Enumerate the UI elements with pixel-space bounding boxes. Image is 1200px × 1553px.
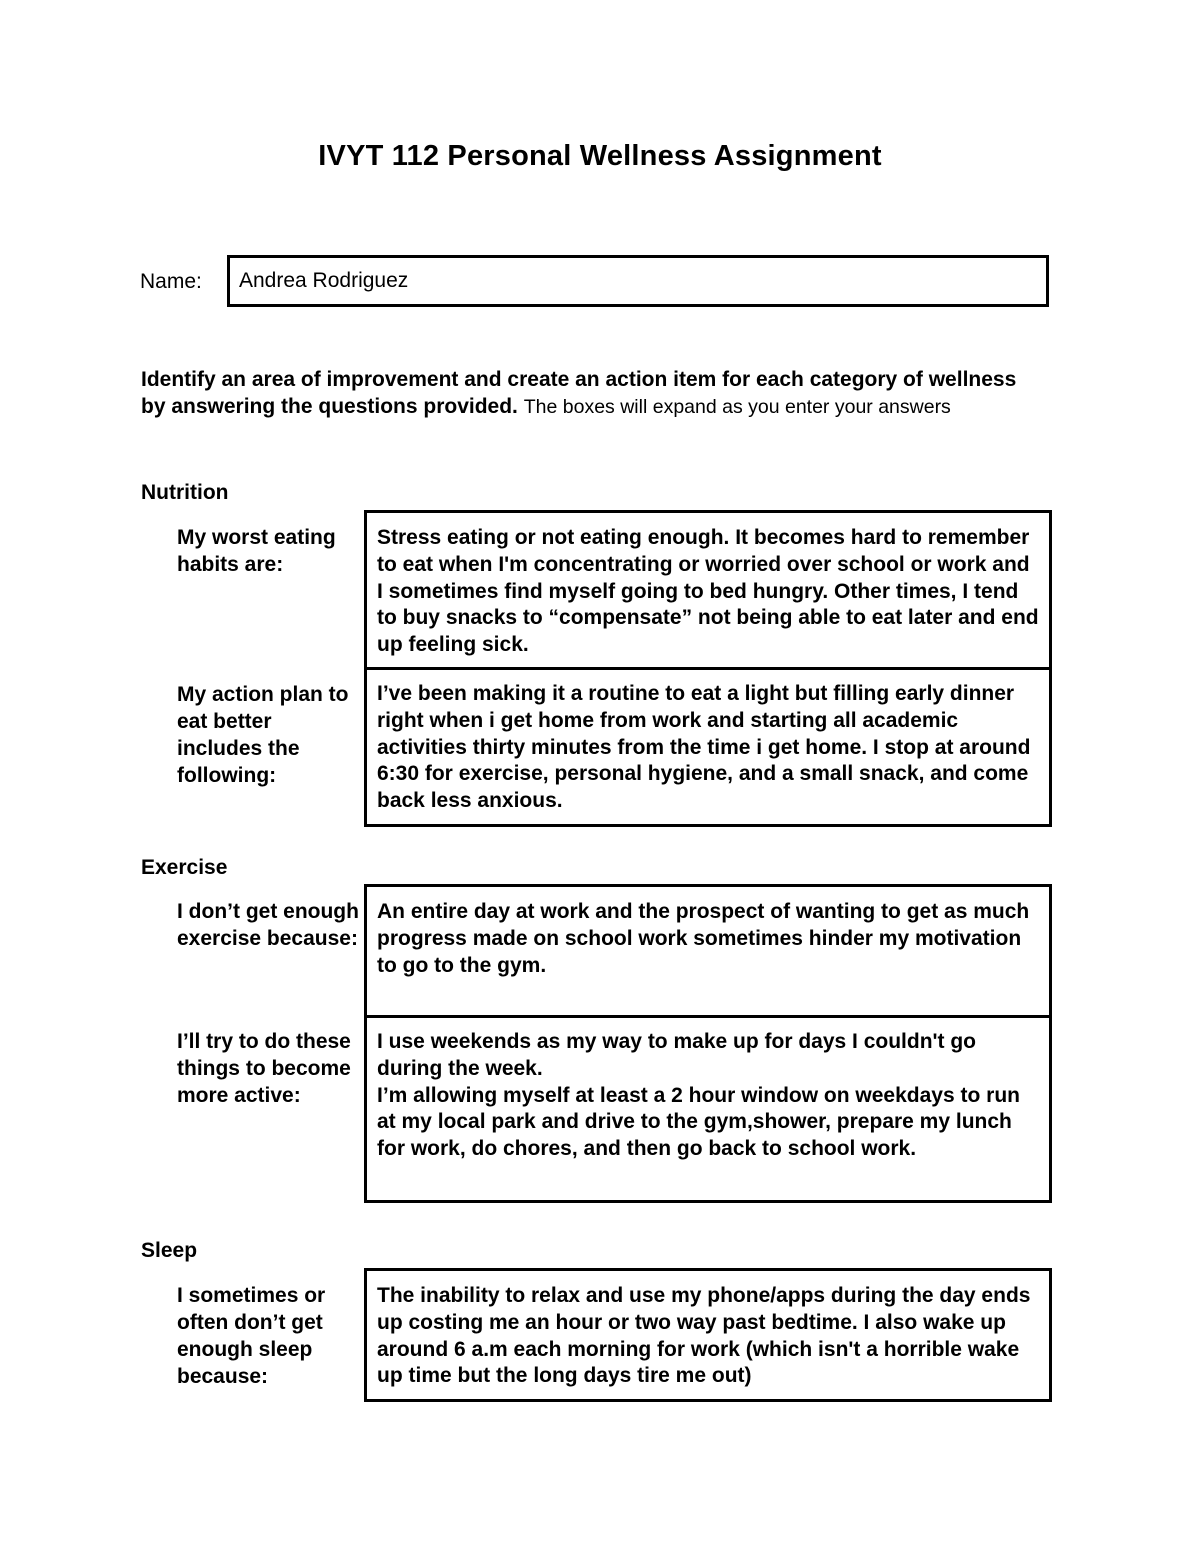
name-field[interactable] (227, 255, 1049, 307)
page-title: IVYT 112 Personal Wellness Assignment (318, 140, 882, 172)
exercise-plan-text-line1: I use weekends as my way to make up for days I couldn't go during the week. (377, 1030, 982, 1080)
exercise-reason-question: I don’t get enough exercise because: (177, 900, 359, 950)
sleep-heading: Sleep (141, 1239, 198, 1262)
sleep-reason-answer[interactable] (364, 1268, 1052, 1402)
name-value: Andrea Rodriguez (239, 269, 409, 292)
exercise-reason-text: An entire day at work and the prospect of wanting to get as much progress made on school work sometimes hinder my motivation to go to the gym. (377, 900, 1036, 977)
nutrition-action-plan-answer[interactable] (364, 670, 1052, 827)
exercise-heading: Exercise (141, 856, 228, 879)
sleep-reason-text: The inability to relax and use my phone/apps during the day ends up costing me an hour or two way past bedtime. I also wake up around 6 a.m each morning for work (which isn't a horrible wake up time but the long days tire me out) (377, 1284, 1037, 1388)
instructions (141, 366, 1041, 421)
nutrition-heading: Nutrition (141, 481, 229, 504)
instructions-bold: Identify an area of improvement and create an action item for each category of wellness by answering the questions provided. (141, 368, 1017, 418)
instructions-note: The boxes will expand as you enter your answers (523, 396, 951, 418)
nutrition-worst-habits-text: Stress eating or not eating enough. It becomes hard to remember to eat when I'm concentrating or worried over school or work and I sometimes find myself going to bed hungry. Other times, I tend to buy snacks to “compensate” not being able to eat later and end up feeling sick. (377, 526, 1045, 657)
exercise-reason-answer[interactable] (364, 884, 1052, 1018)
nutrition-worst-habits-answer[interactable] (364, 510, 1052, 670)
sleep-reason-question: I sometimes or often don’t get enough sleep because: (177, 1284, 326, 1388)
nutrition-action-plan-text: I’ve been making it a routine to eat a light but filling early dinner right when i get home from work and starting all academic activities thirty minutes from the time i get home. I stop at around 6:30 for exercise, personal hygiene, and a small snack, and come back less anxious. (377, 682, 1037, 813)
name-label: Name: (140, 270, 202, 293)
nutrition-action-plan-question: My action plan to eat better includes the following: (177, 683, 349, 787)
nutrition-worst-habits-question: My worst eating habits are: (177, 526, 336, 576)
exercise-plan-question: I’ll try to do these things to become more active: (177, 1030, 351, 1107)
exercise-plan-answer[interactable] (364, 1018, 1052, 1203)
exercise-plan-text-line2: I’m allowing myself at least a 2 hour window on weekdays to run at my local park and drive to the gym,shower, prepare my lunch for work, do chores, and then go back to school work. (377, 1083, 1026, 1161)
